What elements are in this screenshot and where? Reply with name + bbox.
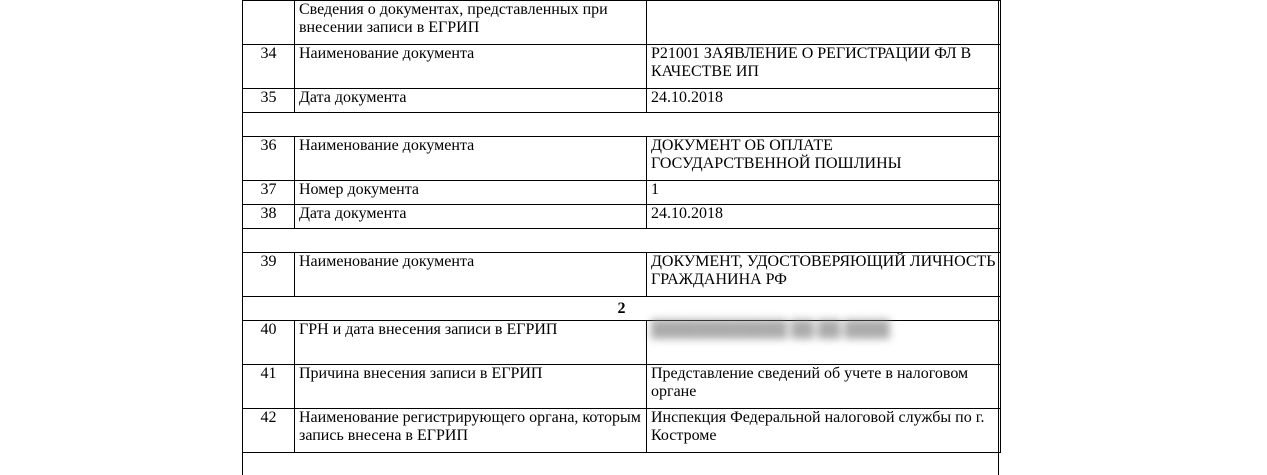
row-number: 38 — [243, 205, 295, 229]
row-number: 40 — [243, 321, 295, 365]
row-number: 35 — [243, 89, 295, 113]
row-number: 42 — [243, 409, 295, 453]
field-value: ДОКУМЕНТ ОБ ОПЛАТЕ ГОСУДАРСТВЕННОЙ ПОШЛИНЫ — [647, 137, 1001, 181]
section-row — [243, 297, 1001, 321]
field-name: Номер документа — [295, 181, 647, 205]
field-name: Дата документа — [295, 205, 647, 229]
table-row — [243, 365, 1001, 409]
spacer-row — [243, 113, 1001, 137]
table-row — [243, 89, 1001, 113]
field-name: Наименование документа — [295, 253, 647, 297]
table-row — [243, 409, 1001, 453]
field-name: Дата документа — [295, 89, 647, 113]
field-value: 1 — [647, 181, 1001, 205]
field-value: 24.10.2018 — [647, 89, 1001, 113]
empty-cell — [243, 113, 1001, 137]
spacer-row — [243, 229, 1001, 253]
egrip-extract-table — [242, 0, 1001, 453]
field-name: Сведения о документах, представленных при внесении записи в ЕГРИП — [295, 1, 647, 45]
row-number: 36 — [243, 137, 295, 181]
section-number: 2 — [243, 297, 1001, 321]
field-value — [647, 1, 1001, 45]
table-row — [243, 45, 1001, 89]
field-value: Инспекция Федеральной налоговой службы по г. Костроме — [647, 409, 1001, 453]
table-row — [243, 181, 1001, 205]
field-value: ДОКУМЕНТ, УДОСТОВЕРЯЮЩИЙ ЛИЧНОСТЬ ГРАЖДАНИНА РФ — [647, 253, 1001, 297]
row-number: 37 — [243, 181, 295, 205]
field-value: Представление сведений об учете в налоговом органе — [647, 365, 1001, 409]
field-name: Наименование документа — [295, 137, 647, 181]
table-row — [243, 321, 1001, 365]
row-number: 41 — [243, 365, 295, 409]
row-number: 39 — [243, 253, 295, 297]
table-row — [243, 137, 1001, 181]
field-value: 24.10.2018 — [647, 205, 1001, 229]
table-row — [243, 205, 1001, 229]
table-row — [243, 1, 1001, 45]
empty-cell — [243, 229, 1001, 253]
row-number: 34 — [243, 45, 295, 89]
field-name: Наименование документа — [295, 45, 647, 89]
redacted-text: ████████████ ██.██.████ — [651, 321, 890, 338]
field-name: Причина внесения записи в ЕГРИП — [295, 365, 647, 409]
field-value: Р21001 ЗАЯВЛЕНИЕ О РЕГИСТРАЦИИ ФЛ В КАЧЕСТВЕ ИП — [647, 45, 1001, 89]
field-value-redacted — [647, 321, 1001, 365]
field-name: ГРН и дата внесения записи в ЕГРИП — [295, 321, 647, 365]
table-row — [243, 253, 1001, 297]
field-name: Наименование регистрирующего органа, которым запись внесена в ЕГРИП — [295, 409, 647, 453]
row-number — [243, 1, 295, 45]
